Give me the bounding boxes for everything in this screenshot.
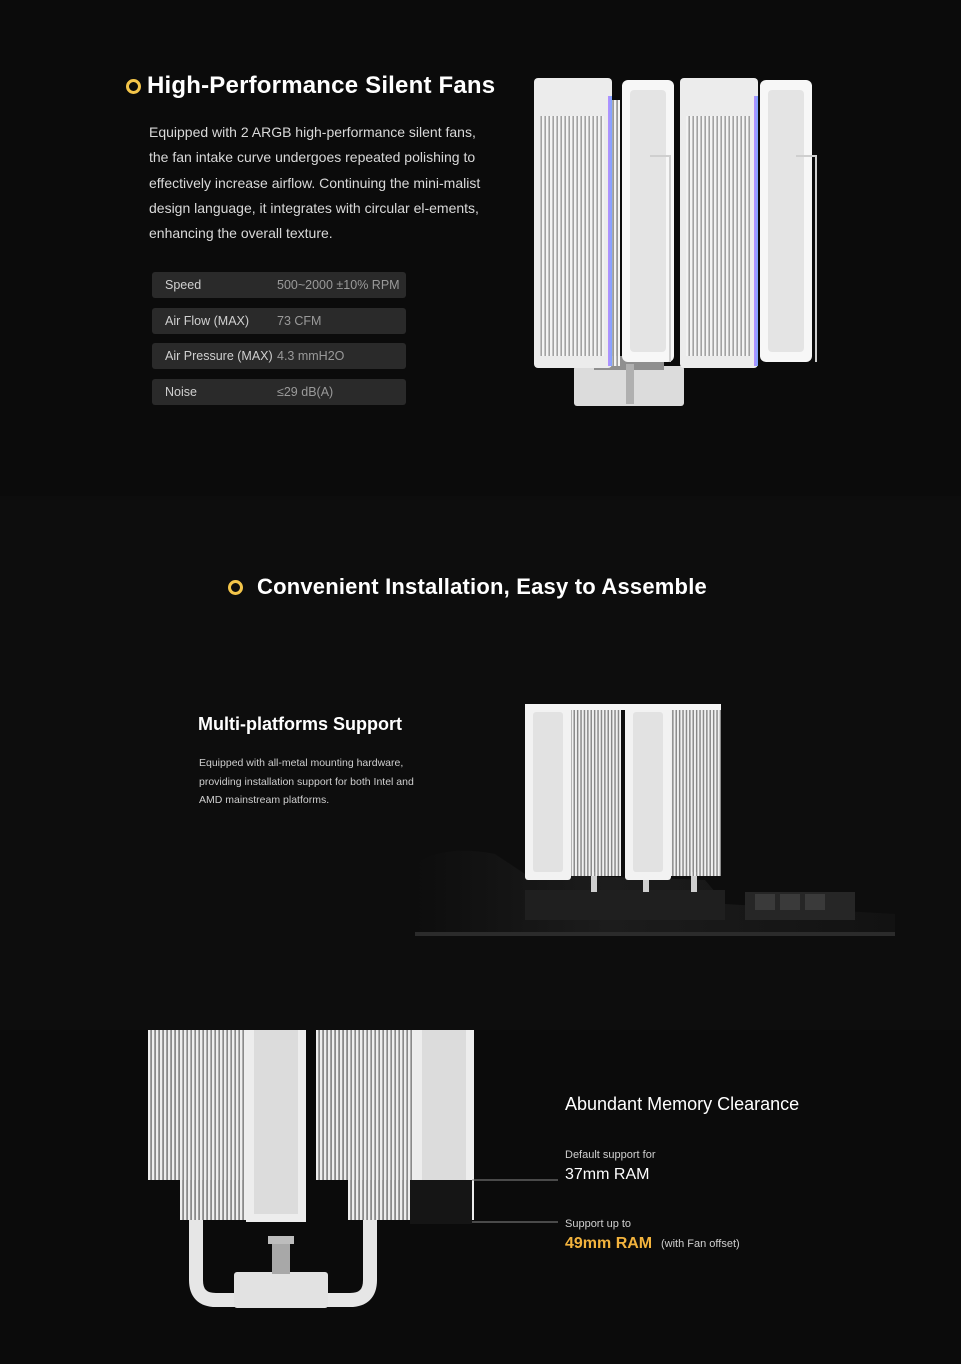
fans-title: High-Performance Silent Fans: [147, 72, 496, 99]
spec-row-noise: [152, 379, 406, 405]
fans-section: [0, 0, 961, 496]
max-support-value: 49mm RAM: [565, 1235, 653, 1252]
spec-label: Speed: [165, 278, 202, 292]
memory-section: [0, 1030, 961, 1364]
spec-value: 500~2000 ±10% RPM: [277, 278, 400, 292]
spec-row-airflow: [152, 308, 406, 334]
installation-subtitle: Multi-platforms Support: [198, 714, 402, 734]
installation-title-group: [228, 574, 707, 600]
fans-title-group: [126, 72, 495, 100]
default-support-label: Default support for: [565, 1149, 656, 1161]
cooler-memory-clearance-image: [140, 1030, 560, 1364]
ring-icon: [228, 580, 243, 595]
max-support-note: (with Fan offset): [661, 1238, 740, 1250]
fans-description: Equipped with 2 ARGB high-performance silent fans, the fan intake curve undergoes repeated polishing to effectively increase airflow. Continuing the mini-malist design language, it integrates with circular el-ements, enhancing the overall texture.: [149, 124, 481, 242]
spec-label: Noise: [165, 384, 197, 399]
cooler-product-image: [534, 76, 824, 410]
installation-description: Equipped with all-metal mounting hardware, providing installation support for both Intel and AMD mainstream platforms.: [199, 757, 414, 806]
memory-title: Abundant Memory Clearance: [565, 1094, 800, 1114]
default-support-value: 37mm RAM: [565, 1166, 650, 1183]
spec-value: 73 CFM: [277, 313, 322, 328]
ring-icon: [126, 79, 141, 94]
spec-value: 4.3 mmH2O: [277, 349, 345, 363]
spec-label: Air Pressure (MAX): [165, 349, 273, 363]
installation-section: [0, 496, 961, 1030]
cooler-motherboard-image: [405, 704, 900, 944]
spec-value: ≤29 dB(A): [277, 384, 334, 399]
installation-title: Convenient Installation, Easy to Assemble: [257, 574, 707, 599]
max-support-label: Support up to: [565, 1218, 632, 1230]
spec-row-pressure: [152, 343, 406, 369]
spec-table: [152, 272, 406, 414]
spec-row-speed: [152, 272, 406, 298]
spec-label: Air Flow (MAX): [165, 313, 250, 328]
